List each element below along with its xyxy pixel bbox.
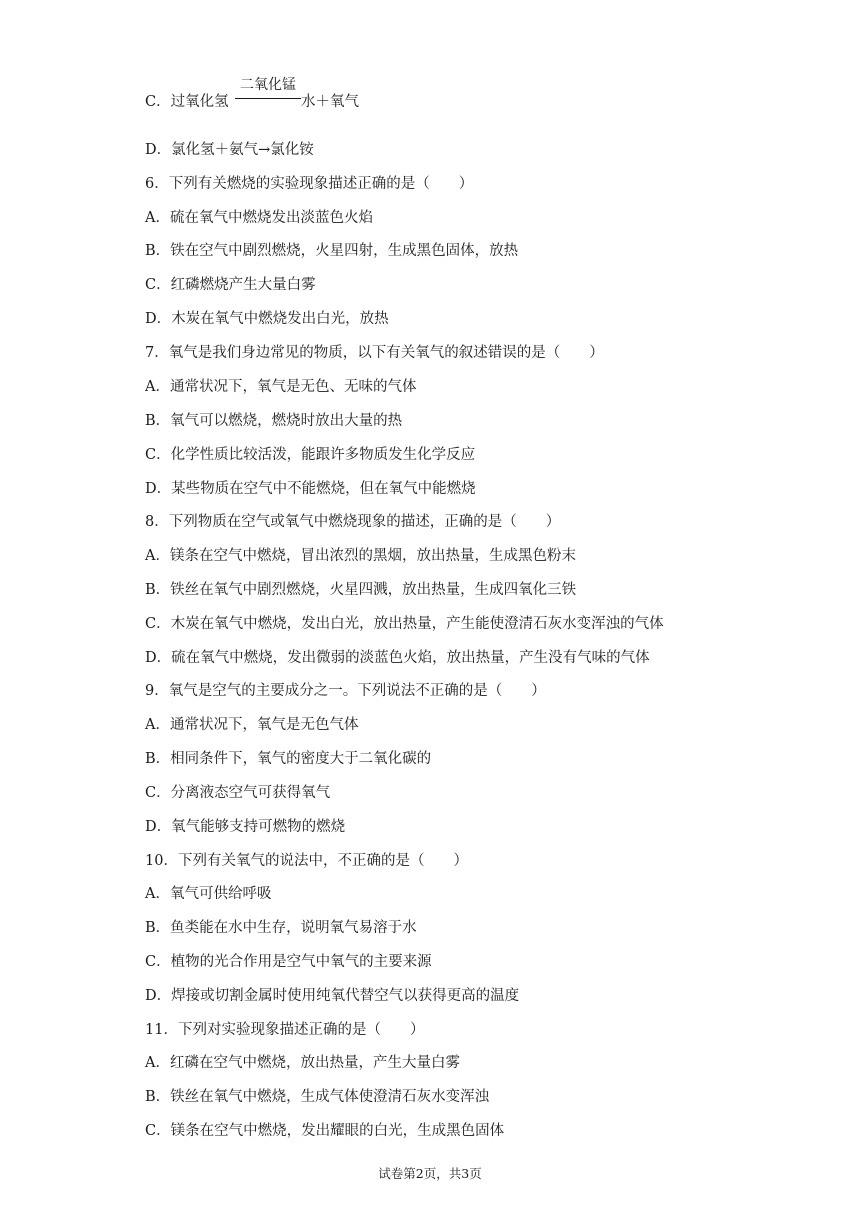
question-10-option-a: A．氧气可供给呼吸 [145, 886, 272, 902]
page-footer: 试卷第2页，共3页 [378, 1166, 482, 1181]
question-11-option-a: A．红磷在空气中燃烧，放出热量，产生大量白雾 [145, 1055, 460, 1071]
question-7-option-a: A．通常状况下，氧气是无色、无味的气体 [145, 379, 417, 395]
question-9-option-b: B．相同条件下，氧气的密度大于二氧化碳的 [145, 751, 432, 767]
question-9-option-a: A．通常状况下，氧气是无色气体 [145, 717, 359, 733]
question-11-option-b: B．铁丝在氧气中燃烧，生成气体使澄清石灰水变浑浊 [145, 1089, 490, 1105]
question-8-option-d: D．硫在氧气中燃烧，发出微弱的淡蓝色火焰，放出热量，产生没有气味的气体 [145, 650, 650, 666]
q5-option-d: D．氯化氢＋氨气→氯化铵 [145, 142, 314, 158]
question-10-stem: 10．下列有关氧气的说法中，不正确的是（ ） [145, 853, 468, 869]
question-9-option-d: D．氧气能够支持可燃物的燃烧 [145, 819, 346, 835]
question-6-option-b: B．铁在空气中剧烈燃烧，火星四射，生成黑色固体，放热 [145, 243, 519, 259]
question-8-option-a: A．镁条在空气中燃烧，冒出浓烈的黑烟，放出热量，生成黑色粉末 [145, 548, 576, 564]
question-9-stem: 9．氧气是空气的主要成分之一。下列说法不正确的是（ ） [145, 683, 546, 699]
reaction-arrow-line [235, 98, 301, 99]
question-9-option-c: C．分离液态空气可获得氧气 [145, 785, 331, 801]
question-6-option-c: C．红磷燃烧产生大量白雾 [145, 277, 316, 293]
question-11-stem: 11．下列对实验现象描述正确的是（ ） [145, 1022, 425, 1038]
question-11-option-c: C．镁条在空气中燃烧，发出耀眼的白光，生成黑色固体 [145, 1123, 505, 1139]
question-8-option-b: B．铁丝在氧气中剧烈燃烧，火星四溅，放出热量，生成四氧化三铁 [145, 582, 577, 598]
question-10-option-c: C．植物的光合作用是空气中氧气的主要来源 [145, 954, 432, 970]
question-7-option-d: D．某些物质在空气中不能燃烧，但在氧气中能燃烧 [145, 481, 476, 497]
q5-option-c-reactant: C．过氧化氢 [145, 94, 229, 110]
q5-option-c-products: 水＋氧气 [301, 94, 359, 110]
question-8-stem: 8．下列物质在空气或氧气中燃烧现象的描述，正确的是（ ） [145, 514, 561, 530]
question-10-option-b: B．鱼类能在水中生存，说明氧气易溶于水 [145, 920, 417, 936]
question-6-option-d: D．木炭在氧气中燃烧发出白光，放热 [145, 311, 389, 327]
question-7-stem: 7．氧气是我们身边常见的物质，以下有关氧气的叙述错误的是（ ） [145, 345, 604, 361]
question-8-option-c: C．木炭在氧气中燃烧，发出白光，放出热量，产生能使澄清石灰水变浑浊的气体 [145, 616, 664, 632]
question-6-stem: 6．下列有关燃烧的实验现象描述正确的是（ ） [145, 176, 474, 192]
question-6-option-a: A．硫在氧气中燃烧发出淡蓝色火焰 [145, 210, 373, 226]
reaction-condition-label: 二氧化锰 [240, 77, 296, 93]
reaction-condition [235, 76, 301, 108]
question-10-option-d: D．焊接或切割金属时使用纯氧代替空气以获得更高的温度 [145, 988, 520, 1004]
question-7-option-b: B．氧气可以燃烧，燃烧时放出大量的热 [145, 413, 403, 429]
question-7-option-c: C．化学性质比较活泼，能跟许多物质发生化学反应 [145, 447, 476, 463]
